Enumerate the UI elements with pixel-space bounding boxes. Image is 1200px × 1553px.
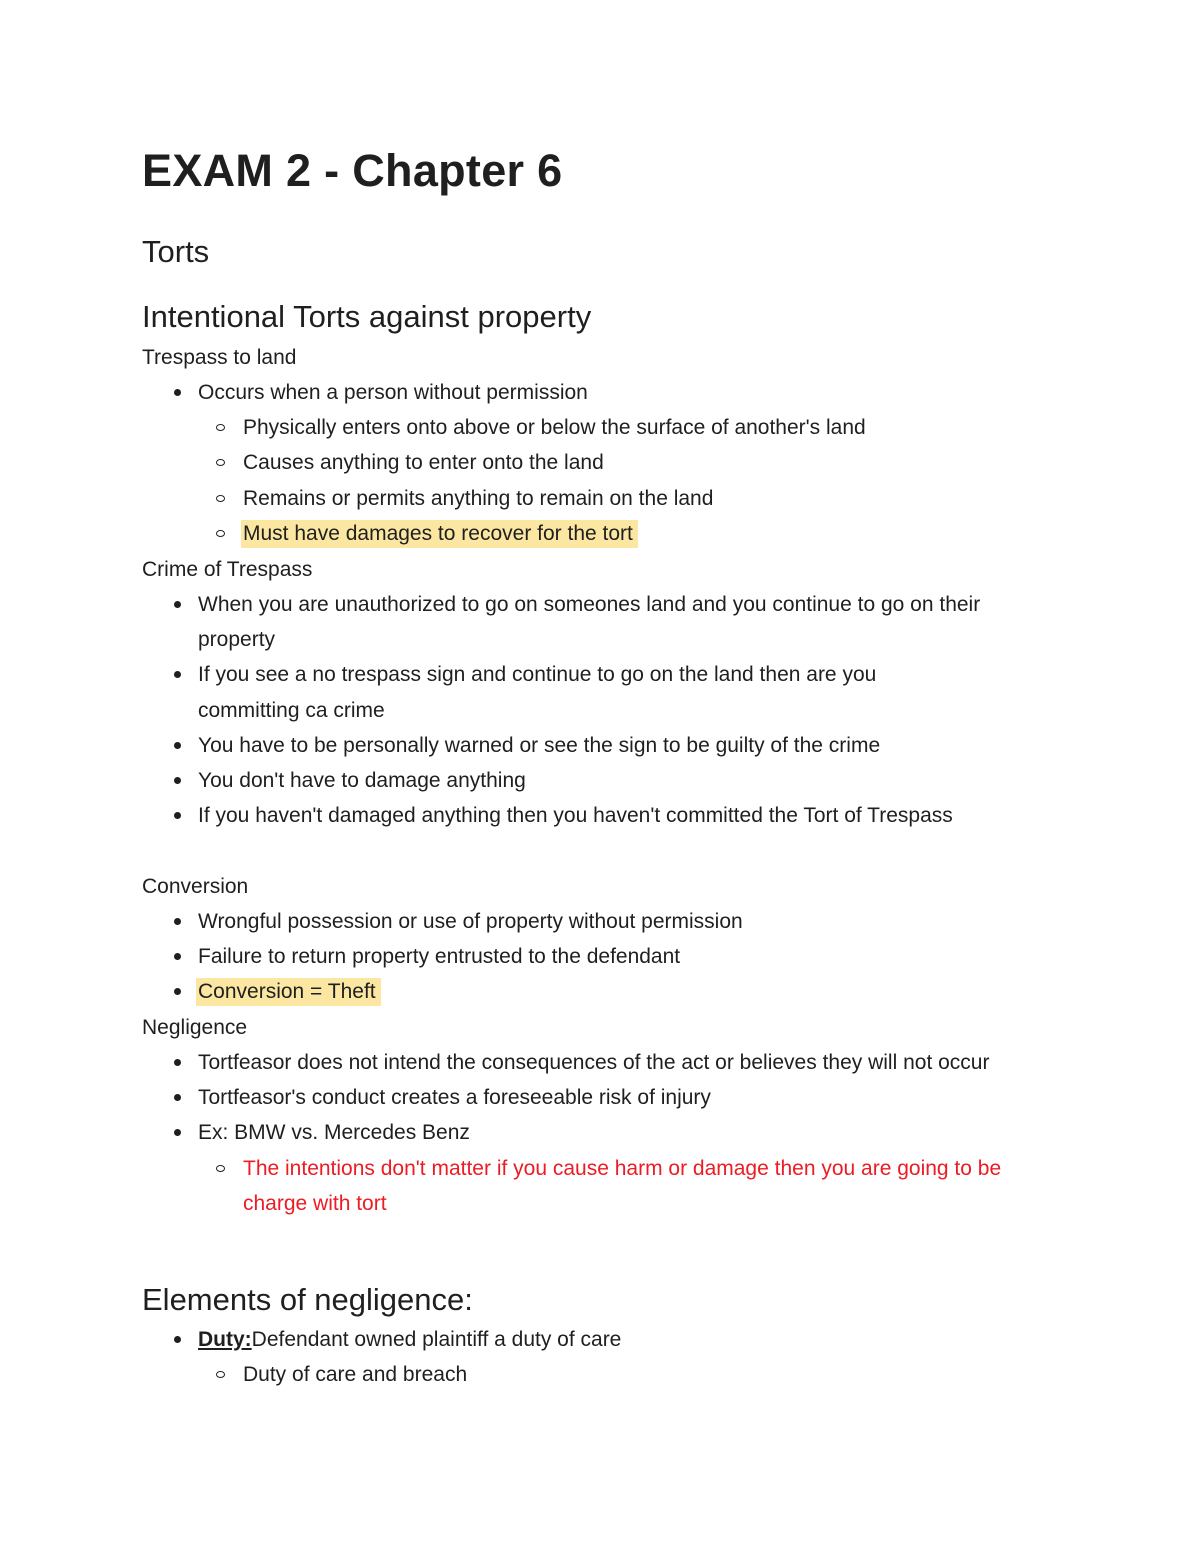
list-item-text: Occurs when a person without permission xyxy=(198,381,588,404)
list-item xyxy=(142,798,1062,833)
list-item-text: Tortfeasor's conduct creates a foreseeable risk of injury xyxy=(198,1086,711,1110)
list-negligence xyxy=(142,1045,1062,1221)
list-trespass-to-land xyxy=(142,375,1062,551)
list-subitem xyxy=(142,410,1062,445)
list-item-text: You don't have to damage anything xyxy=(198,769,526,793)
list-item xyxy=(142,763,1062,798)
list-item-text: Remains or permits anything to remain on the land xyxy=(243,486,714,510)
list-subitem xyxy=(142,1357,1062,1392)
label-crime-of-trespass: Crime of Trespass xyxy=(142,558,313,581)
heading-intentional-torts: Intentional Torts against property xyxy=(142,299,592,334)
label-trespass-to-land: Trespass to land xyxy=(142,346,297,369)
list-item xyxy=(142,657,1062,727)
list-item xyxy=(142,1322,1062,1357)
highlighted-text: Must have damages to recover for the tort xyxy=(241,520,638,548)
list-item xyxy=(142,728,1062,763)
list-item xyxy=(142,1080,1062,1115)
list-item-text: Duty of care and breach xyxy=(243,1363,468,1387)
list-crime-of-trespass xyxy=(142,587,1062,833)
list-item-text: You have to be personally warned or see the sign to be guilty of the crime xyxy=(198,733,881,757)
list-item-text: Causes anything to enter onto the land xyxy=(243,451,604,475)
duty-label: Duty: xyxy=(198,1328,252,1351)
list-item xyxy=(142,375,1062,410)
list-subitem xyxy=(142,481,1062,516)
heading-torts: Torts xyxy=(142,234,210,269)
list-item-text: If you haven't damaged anything then you haven't committed the Tort of Trespass xyxy=(198,804,953,828)
list-item xyxy=(142,1115,1062,1150)
list-item xyxy=(142,587,1062,657)
list-item-text: Defendant owned plaintiff a duty of care xyxy=(251,1328,622,1351)
red-note-text: The intentions don't matter if you cause harm or damage then you are going to be charge with tort xyxy=(243,1156,1002,1215)
list-subitem xyxy=(142,445,1062,480)
list-subitem xyxy=(142,1151,1062,1221)
list-item-text: If you see a no trespass sign and continue to go on the land then are you committing ca crime xyxy=(198,663,877,722)
list-item xyxy=(142,904,1062,939)
highlighted-text: Conversion = Theft xyxy=(196,978,381,1006)
heading-elements-of-negligence: Elements of negligence: xyxy=(142,1282,473,1317)
list-item-text: Ex: BMW vs. Mercedes Benz xyxy=(198,1121,470,1145)
list-item-text: When you are unauthorized to go on someones land and you continue to go on their property xyxy=(198,593,981,652)
list-conversion xyxy=(142,904,1062,1010)
list-item xyxy=(142,939,1062,974)
list-item-text: Physically enters onto above or below the surface of another's land xyxy=(243,416,866,440)
list-item xyxy=(142,974,1062,1009)
list-item-text: Wrongful possession or use of property without permission xyxy=(198,910,743,933)
list-item-text: Tortfeasor does not intend the consequences of the act or believes they will not occur xyxy=(198,1051,990,1074)
page-title: EXAM 2 - Chapter 6 xyxy=(142,145,563,196)
label-conversion: Conversion xyxy=(142,875,249,898)
list-item-text: Failure to return property entrusted to the defendant xyxy=(198,945,681,969)
list-item xyxy=(142,1045,1062,1080)
list-elements xyxy=(142,1322,1062,1392)
label-negligence: Negligence xyxy=(142,1016,248,1039)
list-subitem xyxy=(142,516,1062,551)
